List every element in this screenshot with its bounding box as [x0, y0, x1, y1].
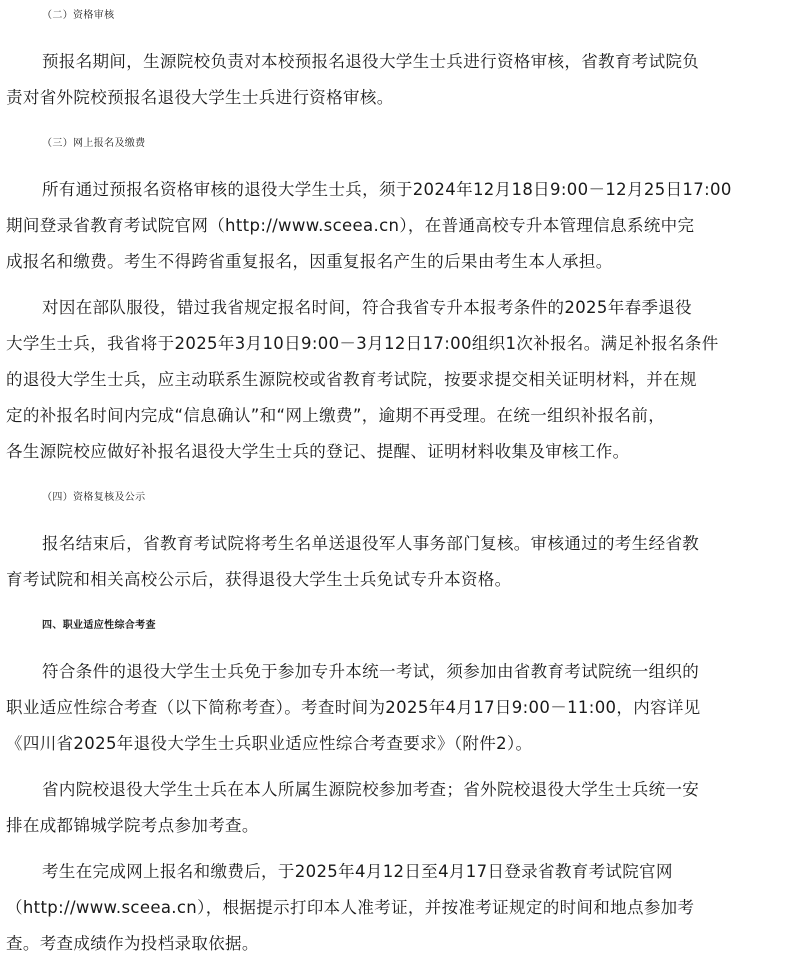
paragraph-line: 考生在完成网上报名和缴费后，于2025年4月12日至4月17日登录省教育考试院官网	[42, 862, 673, 881]
paragraph-line: 育考试院和相关高校公示后，获得退役大学生士兵免试专升本资格。	[6, 570, 512, 589]
paragraph-line: 成报名和缴费。考生不得跨省重复报名，因重复报名产生的后果由考生本人承担。	[6, 252, 613, 271]
paragraph-line: 省内院校退役大学生士兵在本人所属生源院校参加考查；省外院校退役大学生士兵统一安	[42, 780, 700, 799]
paragraph-line: （http://www.sceea.cn），根据提示打印本人准考证，并按准考证规定的时间和地点参加考	[6, 898, 695, 917]
paragraph-line: 大学生士兵，我省将于2025年3月10日9:00－3月12日17:00组织1次补报名。满足补报名条件	[6, 334, 719, 353]
paragraph-line: 职业适应性综合考查（以下简称考查）。考查时间为2025年4月17日9:00－11:00，内容详见	[6, 698, 701, 717]
paragraph-line: 查。考查成绩作为投档录取依据。	[6, 934, 259, 953]
paragraph-line: 报名结束后，省教育考试院将考生名单送退役军人事务部门复核。审核通过的考生经省教	[42, 534, 700, 553]
paragraph-line: 各生源院校应做好补报名退役大学生士兵的登记、提醒、证明材料收集及审核工作。	[6, 442, 630, 461]
section-heading-qualification-review: （二）资格审核	[42, 10, 115, 21]
section-heading-review-and-publicity: （四）资格复核及公示	[42, 492, 146, 503]
chapter-heading-vocational-assessment: 四、职业适应性综合考查	[42, 620, 156, 631]
paragraph-line: 排在成都锦城学院考点参加考查。	[6, 816, 259, 835]
paragraph-line: 期间登录省教育考试院官网（http://www.sceea.cn），在普通高校专升本管理信息系统中完	[6, 216, 695, 235]
paragraph-line: 预报名期间，生源院校负责对本校预报名退役大学生士兵进行资格审核，省教育考试院负	[42, 52, 700, 71]
paragraph-line: 所有通过预报名资格审核的退役大学生士兵，须于2024年12月18日9:00－12月25日17:00	[42, 180, 732, 199]
paragraph-line: 责对省外院校预报名退役大学生士兵进行资格审核。	[6, 88, 394, 107]
paragraph-line: 的退役大学生士兵，应主动联系生源院校或省教育考试院，按要求提交相关证明材料，并在规	[6, 370, 697, 389]
paragraph-line: 符合条件的退役大学生士兵免于参加专升本统一考试，须参加由省教育考试院统一组织的	[42, 662, 700, 681]
paragraph-line: 《四川省2025年退役大学生士兵职业适应性综合考查要求》（附件2）。	[6, 734, 533, 753]
paragraph-line: 对因在部队服役，错过我省规定报名时间，符合我省专升本报考条件的2025年春季退役	[42, 298, 692, 317]
paragraph-line: 定的补报名时间内完成“信息确认”和“网上缴费”，逾期不再受理。在统一组织补报名前，	[6, 406, 666, 425]
section-heading-online-registration: （三）网上报名及缴费	[42, 138, 146, 149]
